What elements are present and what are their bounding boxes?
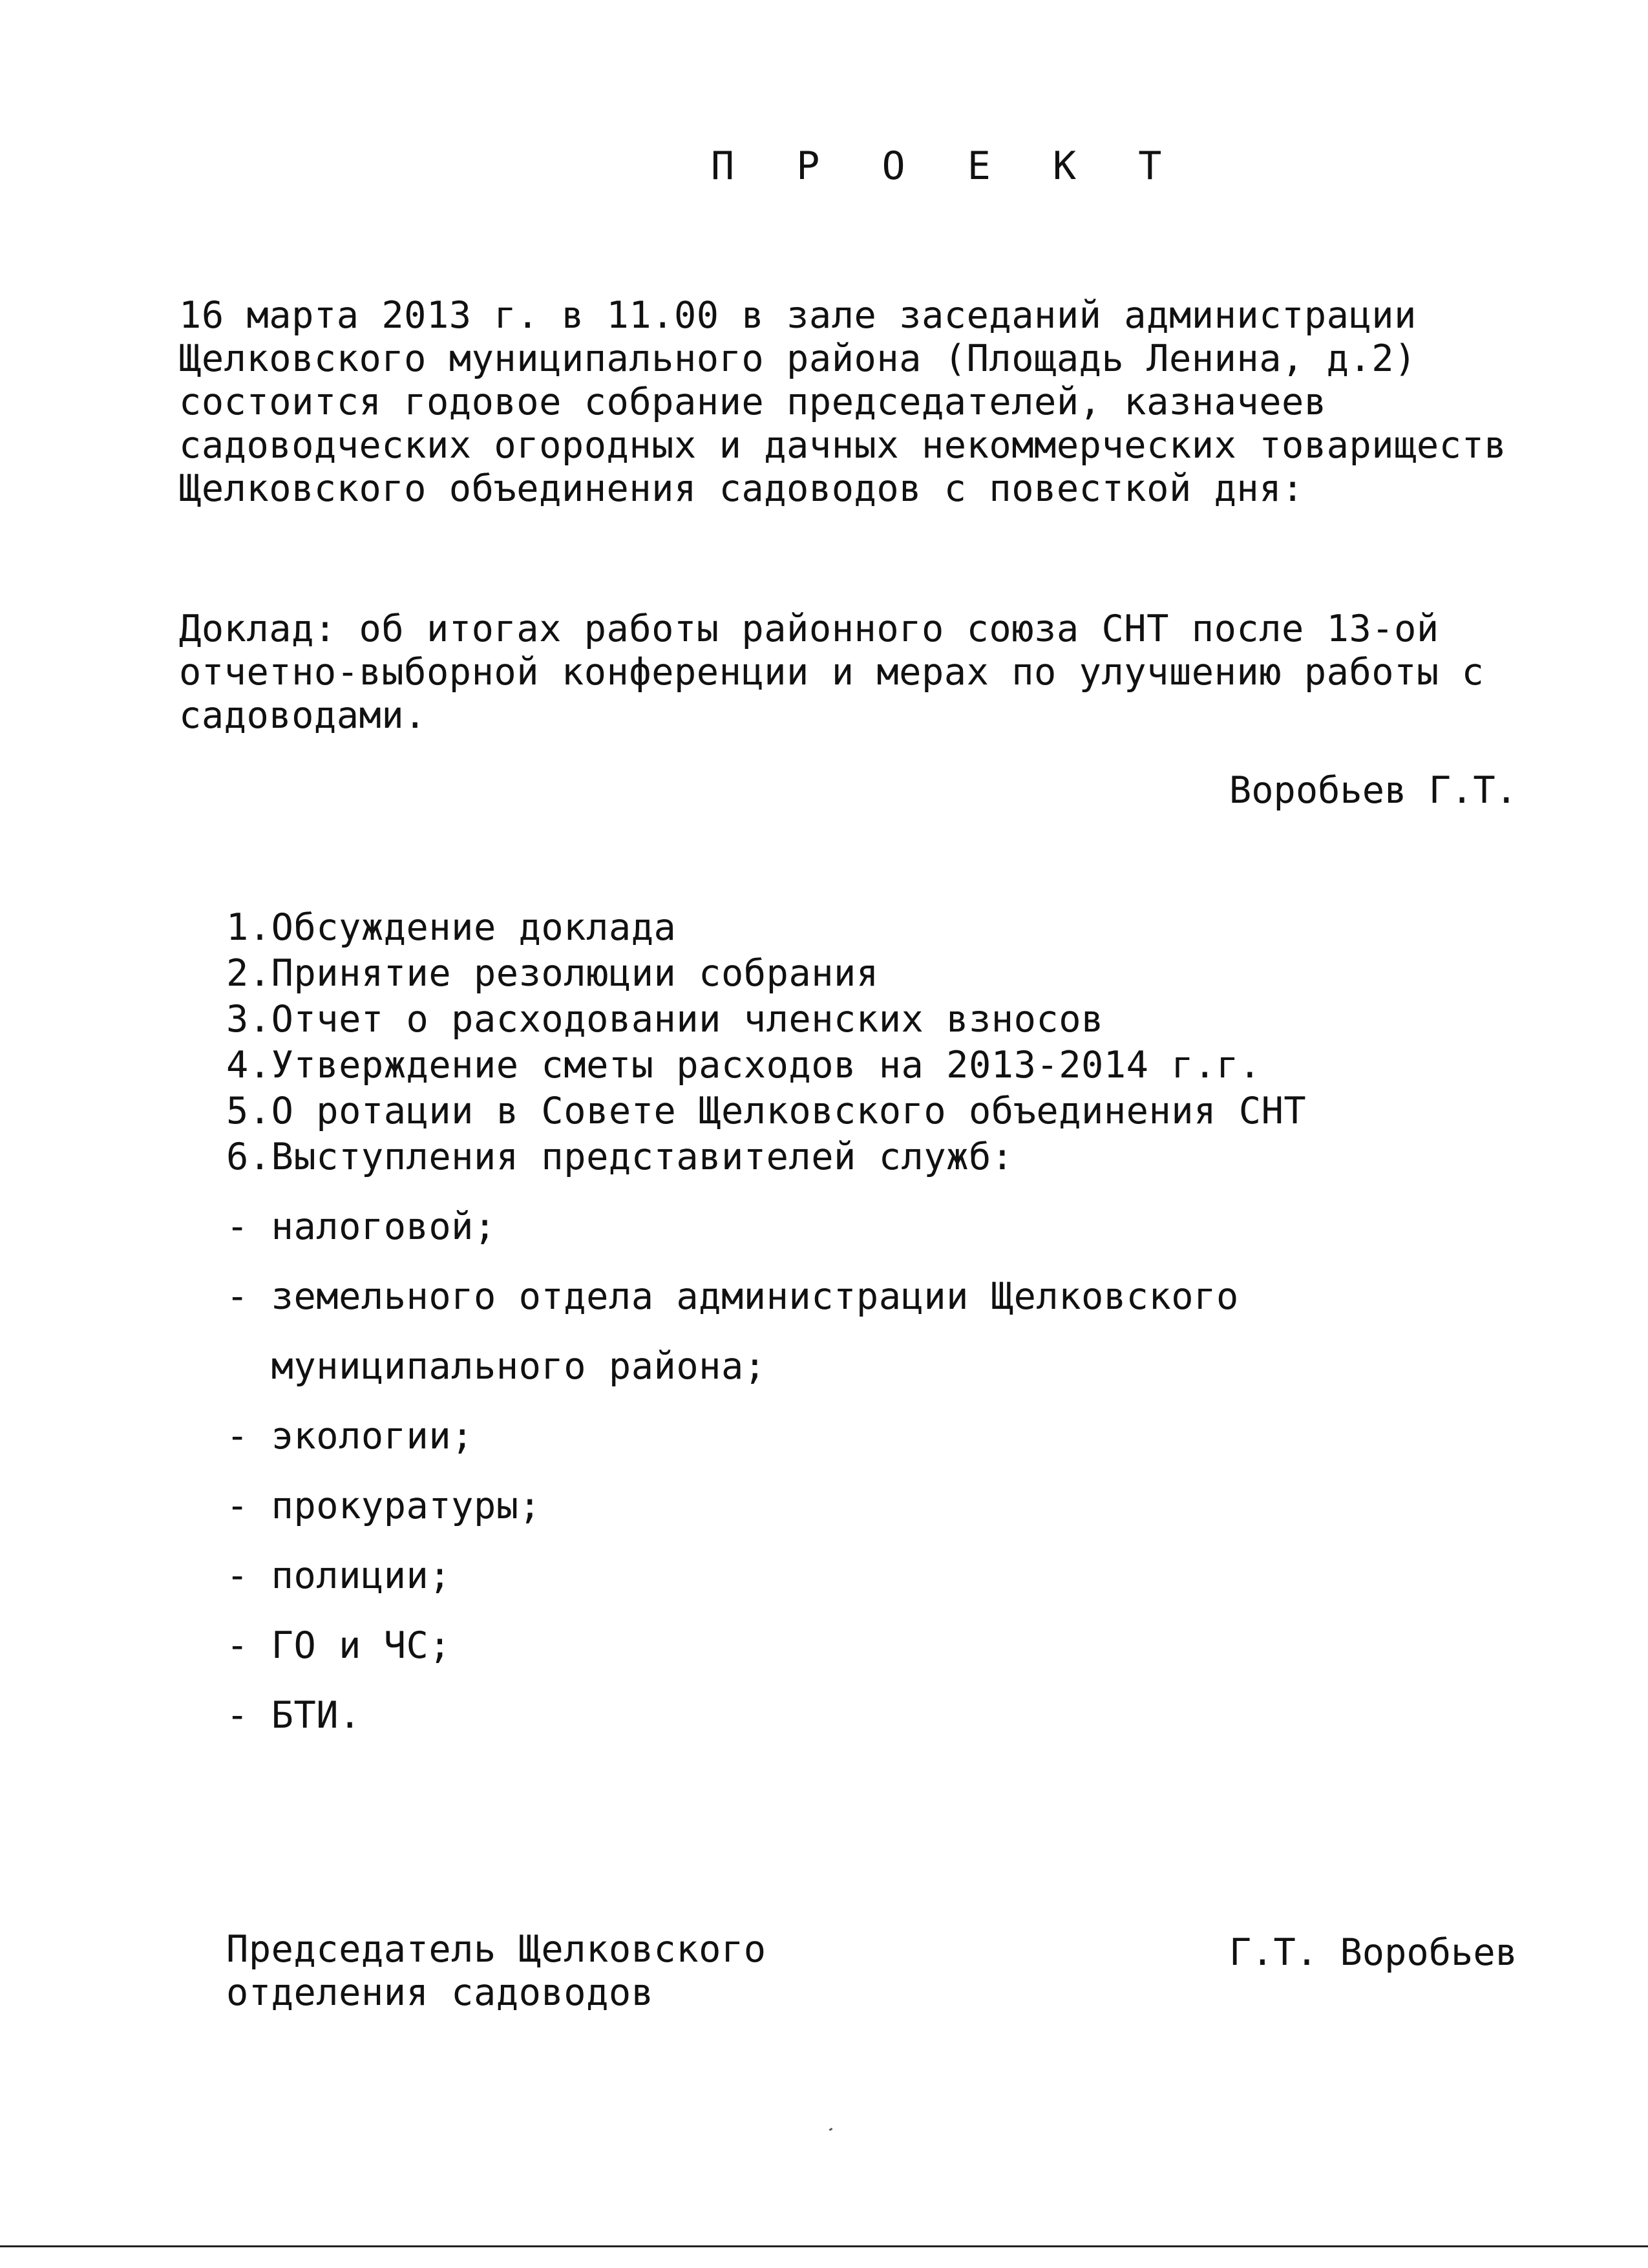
intro-line-5: Щелковского объединения садоводов с повесткой дня: [179,467,1304,510]
service-item-5: - полиции; [226,1554,452,1597]
agenda-item-1: 1.Обсуждение доклада [226,906,677,949]
service-item-6: - ГО и ЧС; [226,1624,452,1667]
agenda-item-2: 2.Принятие резолюции собрания [226,952,879,995]
service-item-7: - БТИ. [226,1694,361,1737]
intro-line-2: Щелковского муниципального района (Площадь Ленина, д.2) [179,337,1417,380]
service-item-3: - экологии; [226,1415,474,1457]
report-speaker: Воробьев Г.Т. [1229,769,1517,812]
report-line-2: отчетно-выборной конференции и мерах по улучшению работы с [179,651,1484,694]
service-item-1: - налоговой; [226,1205,496,1248]
document-title: П Р О Е К Т [711,143,1181,189]
report-line-1: Доклад: об итогах работы районного союза СНТ после 13-ой [179,608,1439,650]
scan-speck [829,2128,833,2131]
agenda-item-6: 6.Выступления представителей служб: [226,1136,1014,1178]
agenda-item-4: 4.Утверждение сметы расходов на 2013-2014 г.г. [226,1044,1262,1086]
signature-position-line-2: отделения садоводов [226,1971,654,2014]
intro-line-3: состоится годовое собрание председателей, казначеев [179,381,1327,423]
intro-line-4: садоводческих огородных и дачных некоммерческих товариществ [179,424,1507,467]
signature-name: Г.Т. Воробьев [1229,1931,1517,1974]
report-line-3: садоводами. [179,694,427,737]
bottom-rule [0,2245,1648,2247]
intro-line-1: 16 марта 2013 г. в 11.00 в зале заседаний администрации [179,294,1417,337]
agenda-item-5: 5.О ротации в Совете Щелковского объединения СНТ [226,1090,1307,1132]
service-item-4: - прокуратуры; [226,1485,542,1527]
signature-position-line-1: Председатель Щелковского [226,1928,766,1971]
agenda-item-3: 3.Отчет о расходовании членских взносов [226,998,1104,1041]
service-item-2-cont: муниципального района; [226,1345,766,1388]
service-item-2: - земельного отдела администрации Щелковского [226,1275,1239,1318]
